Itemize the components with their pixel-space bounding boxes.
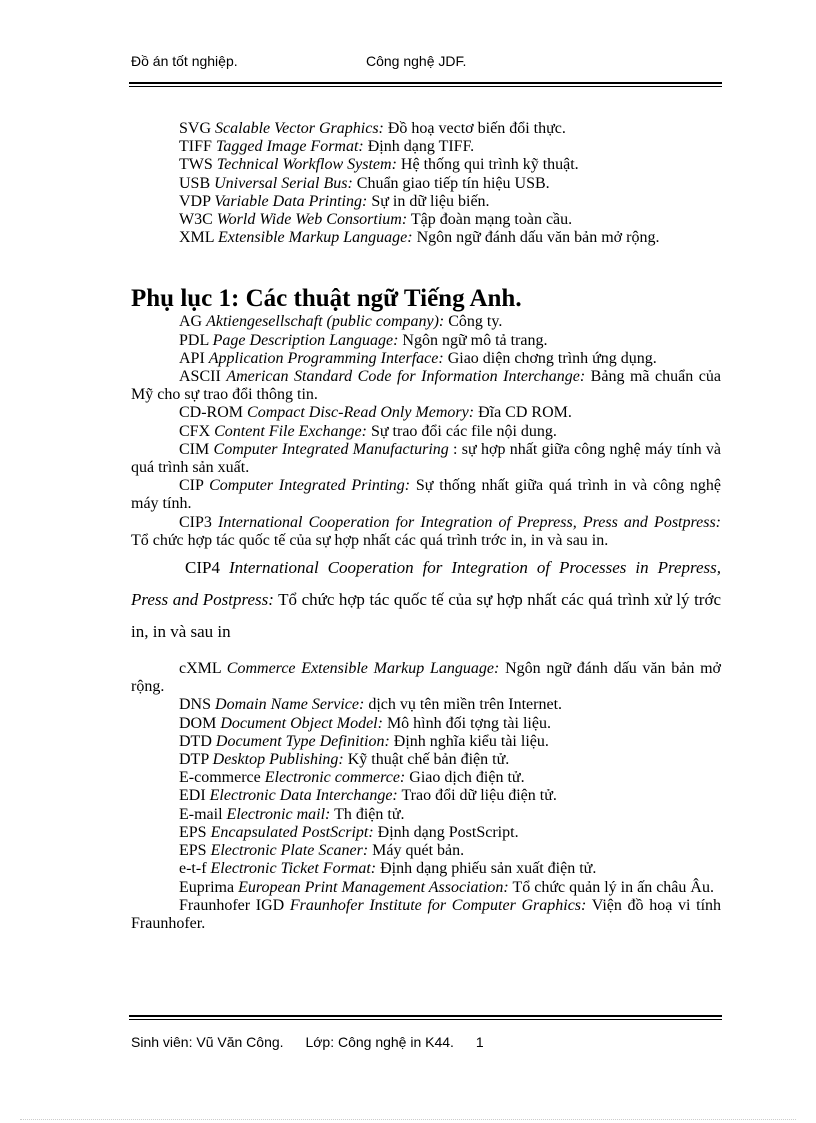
entry-abbr: XML bbox=[179, 229, 214, 247]
entry-abbr: E-commerce bbox=[179, 769, 261, 787]
entry-desc: Ngôn ngữ đánh dấu văn bản mở rộng. bbox=[412, 229, 660, 247]
entry-term: Application Programming Interface: bbox=[208, 349, 444, 367]
entry-abbr: USB bbox=[179, 174, 211, 192]
entry-desc: Tổ chức hợp tác quốc tế của sự hợp nhất các quá trình trớc in, in và sau in. bbox=[131, 531, 609, 549]
entry-desc: Trao đổi dữ liệu điện tử. bbox=[397, 787, 557, 805]
entry-desc: Tổ chức quản lý in ấn châu Âu. bbox=[508, 878, 714, 896]
entry-desc: dịch vụ tên miền trên Internet. bbox=[364, 696, 563, 714]
entry-abbr: cXML bbox=[179, 660, 222, 678]
entry-desc: Đồ hoạ vectơ biến đổi thực. bbox=[383, 120, 566, 137]
entry-desc: Công ty. bbox=[444, 313, 503, 331]
glossary-entry bbox=[131, 824, 721, 842]
entry-term: Desktop Publishing: bbox=[212, 751, 344, 769]
glossary-entry bbox=[131, 897, 721, 933]
glossary-entry bbox=[131, 769, 721, 787]
entry-abbr: DNS bbox=[179, 696, 212, 714]
entry-desc: Sự in dữ liệu biến. bbox=[367, 192, 490, 210]
entry-desc: Định dạng TIFF. bbox=[363, 138, 475, 156]
entry-abbr: API bbox=[179, 349, 205, 367]
entry-desc: Tổ chức hợp tác quốc tế của sự hợp nhất các quá trình xử lý trớc in, in và sau in bbox=[131, 590, 721, 642]
glossary-entry bbox=[131, 229, 721, 247]
entry-abbr: TWS bbox=[179, 156, 213, 174]
page-footer bbox=[131, 1034, 502, 1050]
entry-desc: Viện đồ hoạ vi tính Fraunhofer. bbox=[131, 896, 722, 932]
glossary-entry bbox=[131, 120, 721, 138]
glossary-entry bbox=[131, 696, 721, 714]
glossary-entry bbox=[131, 332, 721, 350]
header-rule bbox=[129, 82, 722, 87]
entry-abbr: Euprima bbox=[179, 878, 235, 896]
entry-term: Aktiengesellschaft (public company): bbox=[206, 313, 445, 331]
entry-abbr: DOM bbox=[179, 714, 217, 732]
entry-abbr: E-mail bbox=[179, 805, 223, 823]
entry-abbr: VDP bbox=[179, 192, 211, 210]
entry-term: International Cooperation for Integration of Processes in Prepress, Press and Postpress: bbox=[131, 558, 722, 610]
footer-rule bbox=[129, 1015, 722, 1020]
glossary-entry bbox=[131, 879, 721, 897]
entry-term: Electronic Data Interchange: bbox=[209, 787, 398, 805]
entry-desc: Hệ thống qui trình kỹ thuật. bbox=[396, 156, 579, 174]
entry-desc: Bảng mã chuẩn của Mỹ cho sự trao đổi thông tin. bbox=[131, 368, 721, 404]
entry-abbr: EPS bbox=[179, 823, 207, 841]
entry-term: Page Description Language: bbox=[212, 331, 399, 349]
entry-abbr: DTP bbox=[179, 751, 209, 769]
entry-term: Tagged Image Format: bbox=[215, 138, 364, 156]
entry-term: World Wide Web Consortium: bbox=[216, 211, 408, 229]
glossary-entry bbox=[131, 660, 721, 696]
glossary-entry bbox=[131, 368, 721, 404]
entry-abbr: EPS bbox=[179, 842, 207, 860]
entry-abbr: Fraunhofer IGD bbox=[179, 896, 285, 914]
entry-abbr: ASCII bbox=[179, 368, 221, 386]
glossary-entry bbox=[131, 842, 721, 860]
entry-term: Universal Serial Bus: bbox=[214, 174, 353, 192]
entry-desc: Đĩa CD ROM. bbox=[474, 404, 572, 422]
entry-abbr: DTD bbox=[179, 732, 212, 750]
entry-desc: Định dạng phiếu sản xuất điện tử. bbox=[376, 860, 597, 878]
entry-abbr: CIP bbox=[179, 477, 204, 495]
entry-abbr: PDL bbox=[179, 331, 209, 349]
entry-term: Variable Data Printing: bbox=[214, 192, 368, 210]
entry-term: Electronic Ticket Format: bbox=[210, 860, 377, 878]
glossary-entry bbox=[131, 787, 721, 805]
entry-desc: Máy quét bản. bbox=[368, 842, 465, 860]
header-document-title: Đồ án tốt nghiệp. bbox=[131, 53, 238, 69]
glossary-entry bbox=[131, 441, 721, 477]
glossary-entry bbox=[131, 156, 721, 174]
glossary-entry bbox=[131, 751, 721, 769]
glossary-entry bbox=[131, 514, 721, 550]
page-content bbox=[131, 120, 721, 933]
entry-abbr: EDI bbox=[179, 787, 206, 805]
entry-term: Electronic commerce: bbox=[264, 769, 406, 787]
entry-term: Electronic mail: bbox=[226, 805, 331, 823]
entry-term: Domain Name Service: bbox=[215, 696, 365, 714]
glossary-entry bbox=[131, 477, 721, 513]
header-topic: Công nghệ JDF. bbox=[366, 53, 467, 69]
page-edge bbox=[20, 1119, 796, 1120]
glossary-list-b bbox=[131, 660, 721, 933]
entry-abbr: CD-ROM bbox=[179, 404, 244, 422]
entry-abbr: AG bbox=[179, 313, 203, 331]
entry-desc: Kỹ thuật chế bản điện tử. bbox=[343, 751, 510, 769]
entry-term: Extensible Markup Language: bbox=[217, 229, 413, 247]
entry-term: Commerce Extensible Markup Language: bbox=[226, 660, 500, 678]
entry-term: Technical Workflow System: bbox=[216, 156, 397, 174]
entry-abbr: TIFF bbox=[179, 138, 212, 156]
entry-term: American Standard Code for Information Interchange: bbox=[226, 368, 586, 386]
glossary-entry bbox=[131, 193, 721, 211]
entry-term: Encapsulated PostScript: bbox=[210, 823, 374, 841]
glossary-list-a bbox=[131, 313, 721, 550]
entry-abbr: CIM bbox=[179, 440, 210, 458]
entry-desc: Chuẩn giao tiếp tín hiệu USB. bbox=[352, 174, 550, 192]
entry-term: International Cooperation for Integration of Prepress, Press and Postpress: bbox=[218, 513, 722, 531]
entry-desc: Giao diện chơng trình ứng dụng. bbox=[443, 349, 657, 367]
entry-term: Electronic Plate Scaner: bbox=[210, 842, 369, 860]
glossary-entry bbox=[131, 138, 721, 156]
entry-desc: : sự hợp nhất giữa công nghệ máy tính và quá trình sản xuất. bbox=[131, 440, 722, 477]
entry-abbr: W3C bbox=[179, 211, 213, 229]
glossary-entry bbox=[131, 175, 721, 193]
glossary-entry bbox=[131, 404, 721, 422]
entry-abbr: CFX bbox=[179, 422, 211, 440]
glossary-entry bbox=[131, 860, 721, 878]
page-number: 1 bbox=[475, 1034, 484, 1050]
footer-student: Sinh viên: Vũ Văn Công. bbox=[131, 1034, 284, 1050]
footer-class: Lớp: Công nghệ in K44. bbox=[305, 1034, 454, 1050]
entry-desc: Sự trao đổi các file nội dung. bbox=[366, 422, 557, 440]
entry-desc: Ngôn ngữ đánh dấu văn bản mở rộng. bbox=[131, 660, 722, 696]
entry-term: Content File Exchange: bbox=[214, 422, 367, 440]
entry-term: Scalable Vector Graphics: bbox=[215, 120, 384, 137]
entry-term: Fraunhofer Institute for Computer Graphics: bbox=[289, 896, 587, 914]
glossary-entry bbox=[131, 715, 721, 733]
entry-term: European Print Management Association: bbox=[238, 878, 509, 896]
entry-term: Document Object Model: bbox=[220, 714, 383, 732]
entry-term: Computer Integrated Printing: bbox=[209, 477, 411, 495]
glossary-entry-cip4 bbox=[131, 552, 721, 648]
entry-desc: Giao dịch điện tử. bbox=[405, 769, 525, 787]
entry-abbr: e-t-f bbox=[179, 860, 207, 878]
entry-desc: Ngôn ngữ mô tả trang. bbox=[398, 331, 548, 349]
glossary-entry bbox=[131, 211, 721, 229]
glossary-continued bbox=[131, 120, 721, 247]
entry-desc: Định dạng PostScript. bbox=[373, 823, 519, 841]
entry-abbr: CIP4 bbox=[185, 558, 220, 578]
entry-desc: Sự thống nhất giữa quá trình in và công nghệ máy tính. bbox=[131, 477, 722, 513]
entry-abbr: SVG bbox=[179, 120, 212, 137]
glossary-entry bbox=[131, 350, 721, 368]
glossary-entry bbox=[131, 806, 721, 824]
entry-term: Computer Integrated Manufacturing bbox=[213, 440, 449, 458]
entry-term: Compact Disc-Read Only Memory: bbox=[247, 404, 475, 422]
glossary-entry bbox=[131, 423, 721, 441]
glossary-entry bbox=[131, 313, 721, 331]
entry-desc: Th điện tử. bbox=[330, 805, 405, 823]
entry-term: Document Type Definition: bbox=[215, 732, 390, 750]
entry-abbr: CIP3 bbox=[179, 513, 212, 531]
entry-desc: Tập đoàn mạng toàn cầu. bbox=[407, 211, 573, 229]
entry-desc: Mô hình đối tợng tài liệu. bbox=[382, 714, 551, 732]
section-title: Phụ lục 1: Các thuật ngữ Tiếng Anh. bbox=[131, 285, 522, 313]
entry-desc: Định nghĩa kiểu tài liệu. bbox=[389, 732, 549, 750]
glossary-entry bbox=[131, 733, 721, 751]
